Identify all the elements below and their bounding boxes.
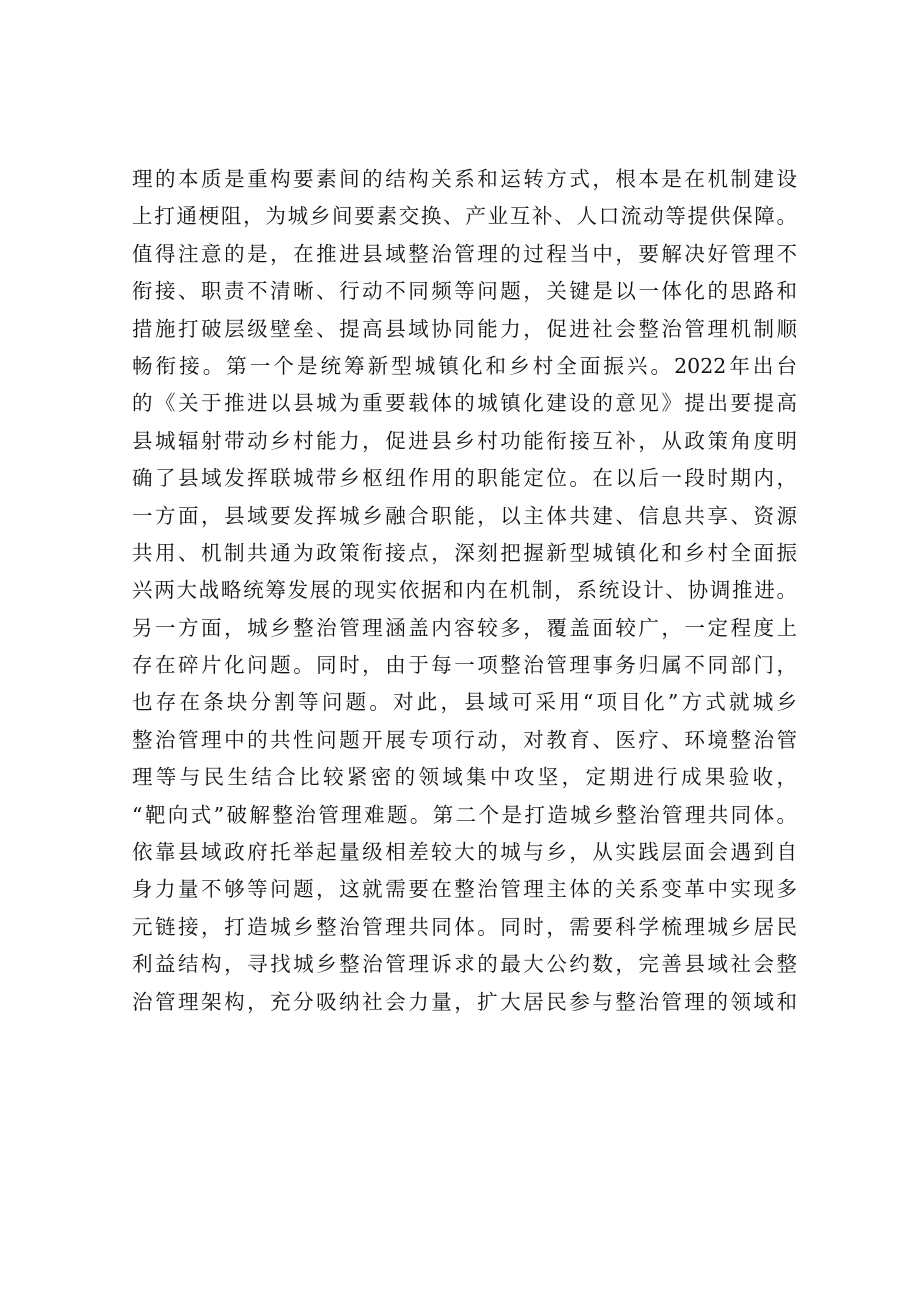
text-line: 确了县域发挥联城带乡枢纽作用的职能定位。在以后一段时期内，	[132, 466, 797, 491]
text-line: 兴两大战略统筹发展的现实依据和内在机制，系统设计、协调推进。	[132, 578, 797, 603]
text-line: “靶向式”破解整治管理难题。第二个是打造城乡整治管理共同体。	[132, 802, 797, 827]
text-line: 上打通梗阻，为城乡间要素交换、产业互补、人口流动等提供保障。	[132, 204, 797, 229]
text-line: 措施打破层级壁垒、提高县域协同能力，促进社会整治管理机制顺	[132, 316, 797, 341]
text-line: 理的本质是重构要素间的结构关系和运转方式，根本是在机制建设	[132, 167, 797, 191]
text-line: 依靠县域政府托举起量级相差较大的城与乡，从实践层面会遇到自	[132, 840, 797, 865]
text-line: 存在碎片化问题。同时，由于每一项整治管理事务归属不同部门，	[132, 653, 797, 678]
text-line: 身力量不够等问题，这就需要在整治管理主体的关系变革中实现多	[132, 877, 797, 902]
text-line: 也存在条块分割等问题。对此，县域可采用“项目化”方式就城乡	[132, 690, 797, 715]
text-line: 一方面，县域要发挥城乡融合职能，以主体共建、信息共享、资源	[132, 503, 797, 528]
text-line: 利益结构，寻找城乡整治管理诉求的最大公约数，完善县域社会整	[132, 952, 797, 977]
text-line: 的《关于推进以县城为重要载体的城镇化建设的意见》提出要提高	[132, 391, 797, 416]
text-line: 整治管理中的共性问题开展专项行动，对教育、医疗、环境整治管	[132, 727, 797, 752]
text-line: 元链接，打造城乡整治管理共同体。同时，需要科学梳理城乡居民	[132, 914, 797, 939]
body-text	[132, 161, 797, 1021]
text-line: 值得注意的是，在推进县域整治管理的过程当中，要解决好管理不	[132, 241, 797, 266]
text-line: 共用、机制共通为政策衔接点，深刻把握新型城镇化和乡村全面振	[132, 540, 797, 565]
text-line: 另一方面，城乡整治管理涵盖内容较多，覆盖面较广，一定程度上	[132, 615, 797, 640]
text-line: 理等与民生结合比较紧密的领域集中攻坚，定期进行成果验收，	[132, 765, 797, 790]
text-line: 县城辐射带动乡村能力，促进县乡村功能衔接互补，从政策角度明	[132, 428, 797, 453]
text-line: 治管理架构，充分吸纳社会力量，扩大居民参与整治管理的领域和	[132, 989, 797, 1014]
text-line: 衔接、职责不清晰、行动不同频等问题，关键是以一体化的思路和	[132, 279, 797, 304]
text-line: 畅衔接。第一个是统筹新型城镇化和乡村全面振兴。2022年出台	[132, 353, 797, 378]
